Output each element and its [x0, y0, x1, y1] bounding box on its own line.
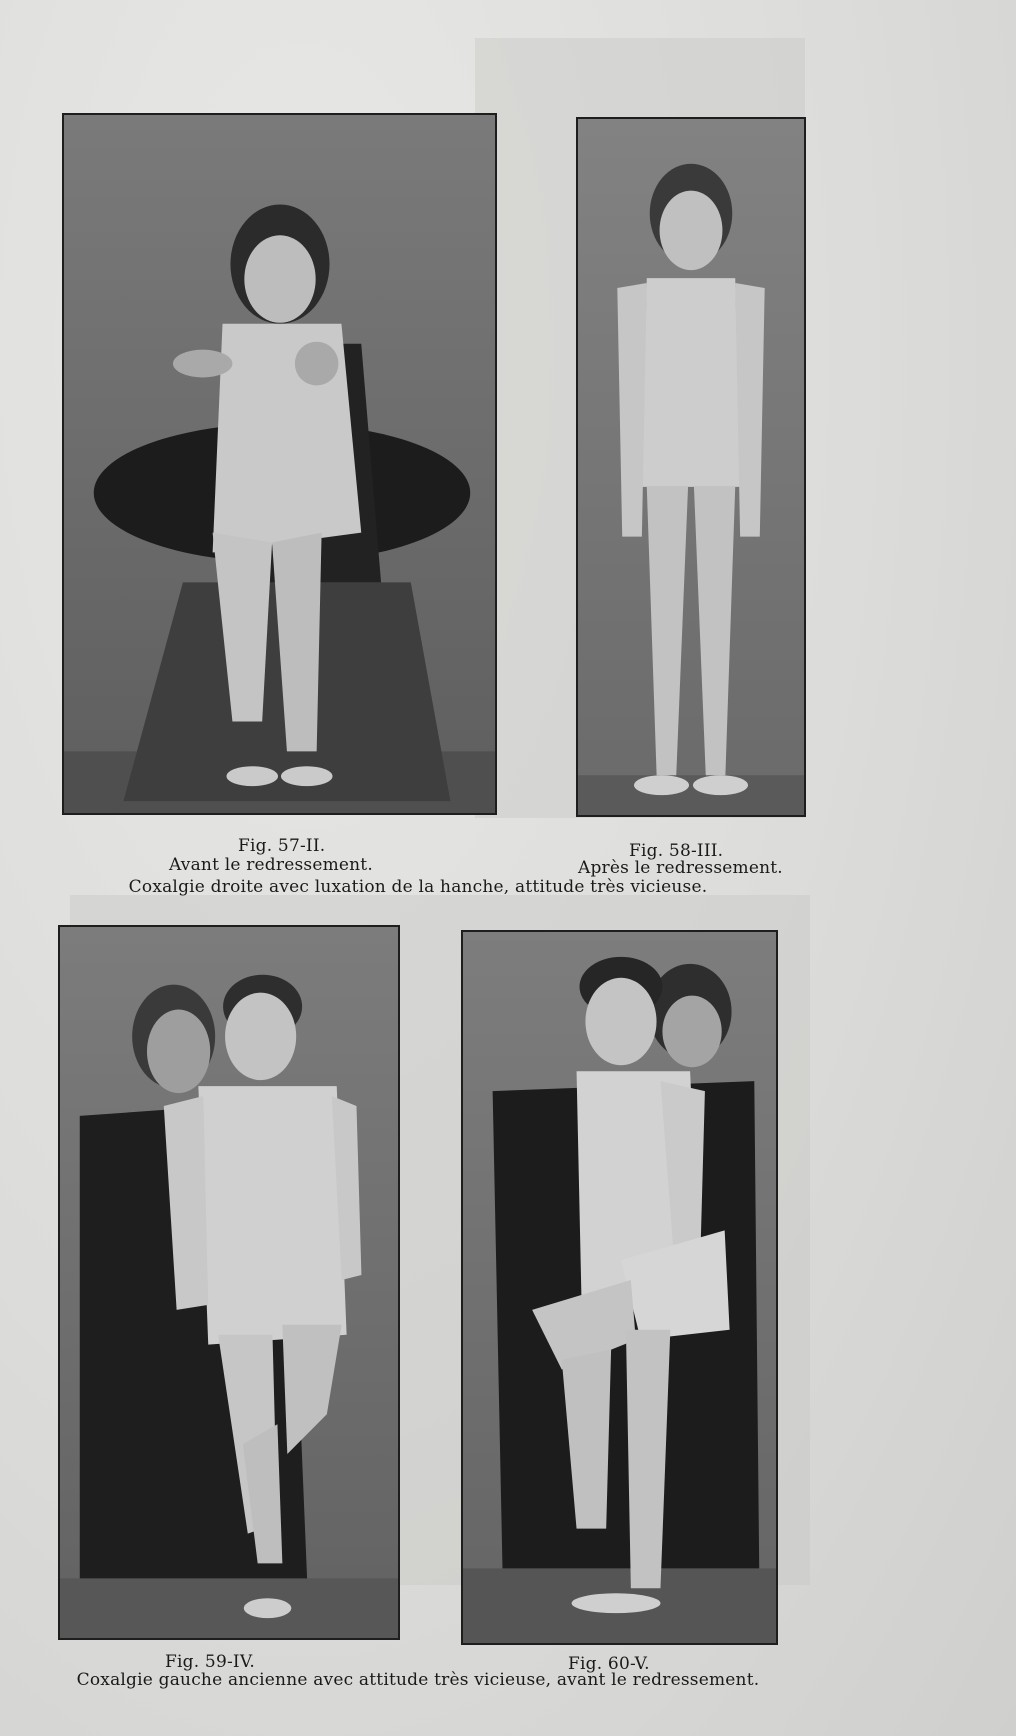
fig-59-number: Fig. 59-IV. [165, 1652, 255, 1672]
photo-fig-58-illustration [578, 119, 804, 815]
fig-57-subcaption: Avant le redressement. [169, 855, 373, 875]
top-figure-caption: Coxalgie droite avec luxation de la hanche, attitude très vicieuse. [128, 877, 708, 897]
photo-fig-60 [461, 930, 778, 1645]
photo-fig-59-illustration [60, 927, 398, 1638]
photo-fig-57 [62, 113, 497, 815]
photo-fig-59 [58, 925, 400, 1640]
fig-58-subcaption: Après le redressement. [578, 858, 783, 878]
fig-57-number: Fig. 57-II. [238, 836, 326, 856]
fig-58-number: Fig. 58-III. [629, 841, 724, 861]
photo-fig-58 [576, 117, 806, 817]
photo-fig-57-illustration [64, 115, 495, 813]
bottom-figure-caption: Coxalgie gauche ancienne avec attitude très vicieuse, avant le redressement. [76, 1670, 760, 1690]
photo-fig-60-illustration [463, 932, 776, 1643]
fig-60-number: Fig. 60-V. [568, 1654, 650, 1674]
